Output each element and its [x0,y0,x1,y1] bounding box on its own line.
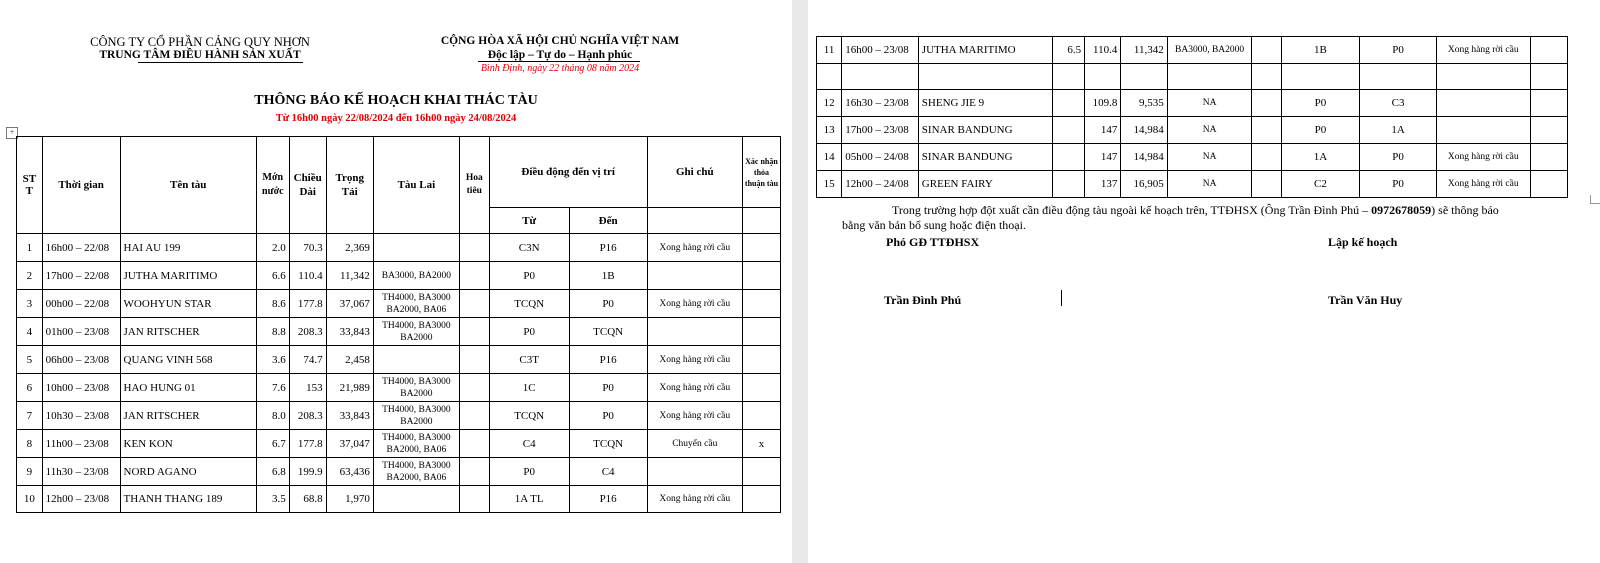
cell-stt: 15 [817,171,842,198]
cell-confirm [1530,37,1567,64]
cell-length: 110.4 [289,262,326,290]
cell-stt: 1 [17,234,43,262]
cell-from: 1A TL [489,486,569,513]
signer-left-name: Trần Đình Phú [884,293,962,307]
cell-length: 147 [1085,144,1121,171]
cell-pilot [1252,171,1281,198]
cell-ship: QUANG VINH 568 [120,346,256,374]
cell-pilot [459,318,489,346]
header-row [17,137,781,208]
cell-from: TCQN [489,402,569,430]
cell-note: Xong hàng rời cầu [647,346,742,374]
cell-tug: NA [1167,90,1252,117]
cell-tonnage: 1,970 [326,486,373,513]
cell-confirm [1530,144,1567,171]
notice-line-2: bằng văn bản bổ sung hoặc điện thoại. [842,218,1026,232]
table-row [17,346,781,374]
cell-to: P16 [569,486,647,513]
schedule-table-body [17,234,781,513]
cell-from: P0 [489,262,569,290]
cell-note: Xong hàng rời cầu [647,486,742,513]
cell-draft: 6.7 [256,430,289,458]
cell-tug: BA3000, BA2000 [1167,37,1252,64]
cell-stt: 10 [17,486,43,513]
cell-confirm [742,234,780,262]
notice-phone: 0972678059 [1371,203,1432,217]
company-name: CÔNG TY CỔ PHẦN CẢNG QUY NHƠN [90,35,310,49]
cell-draft: 2.0 [256,234,289,262]
cell-ship: SINAR BANDUNG [918,144,1052,171]
cell-draft [1052,117,1084,144]
cell-note: Xong hàng rời cầu [1436,171,1530,198]
cell-from: C2 [1281,171,1360,198]
cell-draft [1052,90,1084,117]
cell-tonnage: 37,067 [326,290,373,318]
cell-confirm [1530,117,1567,144]
cell-time: 17h00 – 23/08 [842,117,919,144]
table-row [817,171,1568,198]
cell-ship: JUTHA MARITIMO [120,262,256,290]
cell-draft: 3.6 [256,346,289,374]
cell-length: 109.8 [1085,90,1121,117]
document-page-1 [0,0,792,563]
cell-ship [918,64,1052,90]
cell-from: 1C [489,374,569,402]
cell-confirm [742,458,780,486]
center-name: TRUNG TÂM ĐIỀU HÀNH SẢN XUẤT [99,49,301,61]
cell-from: C4 [489,430,569,458]
cell-confirm [742,262,780,290]
cell-time: 10h30 – 23/08 [42,402,120,430]
cell-tug: NA [1167,171,1252,198]
cell-tonnage: 14,984 [1121,117,1167,144]
cell-length: 199.9 [289,458,326,486]
col-time: Thời gian [42,137,120,234]
cell-tonnage: 33,843 [326,402,373,430]
cell-confirm [742,318,780,346]
cell-ship: JUTHA MARITIMO [918,37,1052,64]
cell-stt: 5 [17,346,43,374]
signer-left-title: Phó GĐ TTĐHSX [886,235,980,249]
cell-draft: 3.5 [256,486,289,513]
cell-to: P16 [569,234,647,262]
cell-length: 74.7 [289,346,326,374]
cell-ship: JAN RITSCHER [120,402,256,430]
table-row [17,430,781,458]
cell-pilot [459,234,489,262]
cell-length: 177.8 [289,430,326,458]
cell-confirm [742,374,780,402]
cell-ship: NORD AGANO [120,458,256,486]
cell-tug [373,234,459,262]
cell-from [1281,64,1360,90]
table-row [817,90,1568,117]
cell-pilot [1252,90,1281,117]
cell-draft [1052,64,1084,90]
cell-from: P0 [1281,117,1360,144]
col-pilot: Hoa tiêu [459,137,489,234]
table-row [17,458,781,486]
cell-from: 1B [1281,37,1360,64]
cell-confirm [742,346,780,374]
cell-note [647,458,742,486]
cell-stt: 3 [17,290,43,318]
signer-right-title: Lập kế hoạch [1328,235,1398,249]
table-row [17,262,781,290]
cell-stt: 9 [17,458,43,486]
cell-note [1436,117,1530,144]
col-ship: Tên tàu [120,137,256,234]
cell-stt: 11 [817,37,842,64]
cell-to: TCQN [569,430,647,458]
cell-pilot [459,262,489,290]
cell-pilot [459,346,489,374]
cell-stt [817,64,842,90]
cell-ship: GREEN FAIRY [918,171,1052,198]
cell-tug: NA [1167,117,1252,144]
cell-tug: TH4000, BA3000 BA2000, BA06 [373,458,459,486]
col-from: Từ [489,208,569,234]
cell-ship: SHENG JIE 9 [918,90,1052,117]
table-row [17,234,781,262]
notice-text: Trong trường hợp đột xuất cần điều động tàu ngoài kế hoạch trên, TTĐHSX (Ông Trần Đình Phú – [892,203,1372,217]
cell-ship: SINAR BANDUNG [918,117,1052,144]
cell-note: Xong hàng rời cầu [647,290,742,318]
col-stt: ST T [17,137,43,234]
cell-length: 177.8 [289,290,326,318]
cell-confirm [742,290,780,318]
table-row [817,37,1568,64]
cell-stt: 4 [17,318,43,346]
cell-confirm [742,402,780,430]
cell-note: Xong hàng rời cầu [647,402,742,430]
cell-from: 1A [1281,144,1360,171]
cell-tonnage: 63,436 [326,458,373,486]
cell-length [1085,64,1121,90]
cell-note: Xong hàng rời cầu [1436,144,1530,171]
notice-paragraph [842,203,1542,233]
cell-length: 110.4 [1085,37,1121,64]
cell-from: P0 [1281,90,1360,117]
cell-time: 00h00 – 22/08 [42,290,120,318]
cell-time: 11h00 – 23/08 [42,430,120,458]
cell-tonnage: 11,342 [1121,37,1167,64]
table-row [17,402,781,430]
cell-from: C3T [489,346,569,374]
cell-draft: 6.6 [256,262,289,290]
cell-stt: 13 [817,117,842,144]
cell-stt: 8 [17,430,43,458]
cell-stt: 14 [817,144,842,171]
cell-tug: TH4000, BA3000 BA2000 [373,374,459,402]
cell-to: P0 [569,290,647,318]
cell-time: 17h00 – 22/08 [42,262,120,290]
col-tug: Tàu Lai [373,137,459,234]
col-length: Chiều Dài [289,137,326,234]
country-name: CỘNG HÒA XÃ HỘI CHỦ NGHĨA VIỆT NAM [440,35,680,47]
cell-pilot [459,402,489,430]
signer-right-name: Trần Văn Huy [1328,293,1403,307]
company-block [40,36,360,62]
cell-stt: 7 [17,402,43,430]
cell-pilot [459,486,489,513]
cell-pilot [459,374,489,402]
cell-draft: 8.8 [256,318,289,346]
cell-tonnage: 11,342 [326,262,373,290]
table-row [817,117,1568,144]
cell-confirm: x [742,430,780,458]
cell-ship: WOOHYUN STAR [120,290,256,318]
cell-pilot [1252,64,1281,90]
cell-length: 70.3 [289,234,326,262]
cell-note: Xong hàng rời cầu [1436,37,1530,64]
cell-from: TCQN [489,290,569,318]
cell-to: P0 [1360,37,1437,64]
schedule-table [16,136,781,513]
cell-tug [1167,64,1252,90]
cell-confirm [1530,90,1567,117]
cell-draft: 8.0 [256,402,289,430]
cell-tug: TH4000, BA3000 BA2000 [373,318,459,346]
cell-pilot [1252,144,1281,171]
cell-to: C4 [569,458,647,486]
cell-from: P0 [489,458,569,486]
cell-draft [1052,171,1084,198]
col-note: Ghi chú [647,137,742,208]
text-cursor [1061,290,1062,306]
table-move-handle[interactable]: + [6,127,18,139]
issue-date: Bình Định, ngày 22 tháng 08 năm 2024 [480,63,640,74]
cell-pilot [1252,117,1281,144]
cell-note [1436,64,1530,90]
cell-from: C3N [489,234,569,262]
cell-tug: TH4000, BA3000 BA2000, BA06 [373,430,459,458]
cell-draft: 6.8 [256,458,289,486]
cell-time: 12h00 – 24/08 [842,171,919,198]
cell-to: TCQN [569,318,647,346]
col-to: Đến [569,208,647,234]
cell-draft: 7.6 [256,374,289,402]
page-corner-mark [1590,195,1600,204]
cell-time: 06h00 – 23/08 [42,346,120,374]
cell-to: P16 [569,346,647,374]
cell-pilot [459,458,489,486]
cell-tonnage: 9,535 [1121,90,1167,117]
cell-time: 10h00 – 23/08 [42,374,120,402]
cell-draft: 6.5 [1052,37,1084,64]
divider [138,62,303,63]
table-row [817,144,1568,171]
page-title: THÔNG BÁO KẾ HOẠCH KHAI THÁC TÀU [254,93,538,108]
cell-length: 137 [1085,171,1121,198]
cell-tonnage: 37,047 [326,430,373,458]
cell-confirm [1530,171,1567,198]
cell-length: 208.3 [289,402,326,430]
cell-note [1436,90,1530,117]
schedule-table-continued-body [817,37,1568,198]
cell-time: 16h30 – 23/08 [842,90,919,117]
cell-tonnage: 21,989 [326,374,373,402]
divider [478,61,640,62]
table-row [17,290,781,318]
cell-confirm [742,486,780,513]
cell-note: Xong hàng rời cầu [647,374,742,402]
cell-ship: THANH THANG 189 [120,486,256,513]
cell-pilot [459,430,489,458]
cell-time [842,64,919,90]
cell-time: 05h00 – 24/08 [842,144,919,171]
cell-pilot [1252,37,1281,64]
cell-from: P0 [489,318,569,346]
cell-stt: 2 [17,262,43,290]
cell-tug [373,486,459,513]
cell-pilot [459,290,489,318]
table-row [17,318,781,346]
cell-note: Chuyển cầu [647,430,742,458]
cell-time: 01h00 – 23/08 [42,318,120,346]
schedule-table-continued [816,36,1568,198]
cell-ship: JAN RITSCHER [120,318,256,346]
cell-to: P0 [569,374,647,402]
col-move: Điều động đến vị trí [489,137,647,208]
cell-time: 11h30 – 23/08 [42,458,120,486]
cell-to: P0 [1360,171,1437,198]
cell-tug: TH4000, BA3000 BA2000 [373,402,459,430]
cell-stt: 6 [17,374,43,402]
cell-confirm [1530,64,1567,90]
cell-tonnage: 33,843 [326,318,373,346]
cell-stt: 12 [817,90,842,117]
cell-ship: KEN KON [120,430,256,458]
table-row [817,64,1568,90]
cell-ship: HAI AU 199 [120,234,256,262]
cell-tug [373,346,459,374]
cell-to: P0 [1360,144,1437,171]
cell-time: 16h00 – 22/08 [42,234,120,262]
cell-tonnage: 14,984 [1121,144,1167,171]
cell-to [1360,64,1437,90]
cell-draft [1052,144,1084,171]
cell-length: 147 [1085,117,1121,144]
col-tonnage: Trọng Tải [326,137,373,234]
national-header [410,34,710,76]
col-confirm: Xác nhận thỏa thuận tàu [742,137,780,208]
cell-note [647,262,742,290]
cell-length: 153 [289,374,326,402]
motto: Độc lập – Tự do – Hạnh phúc [487,49,633,61]
cell-tug: NA [1167,144,1252,171]
cell-to: P0 [569,402,647,430]
notice-text-end: ) sẽ thông báo [1431,203,1499,217]
cell-time: 12h00 – 23/08 [42,486,120,513]
cell-tug: BA3000, BA2000 [373,262,459,290]
cell-tonnage [1121,64,1167,90]
document-page-2 [808,0,1600,563]
col-draft: Mớn nước [256,137,289,234]
cell-note [647,318,742,346]
cell-to: 1B [569,262,647,290]
table-row [17,374,781,402]
cell-draft: 8.6 [256,290,289,318]
cell-ship: HAO HUNG 01 [120,374,256,402]
cell-tonnage: 2,458 [326,346,373,374]
cell-tonnage: 2,369 [326,234,373,262]
cell-to: C3 [1360,90,1437,117]
cell-tug: TH4000, BA3000 BA2000, BA06 [373,290,459,318]
table-row [17,486,781,513]
cell-tonnage: 16,905 [1121,171,1167,198]
cell-time: 16h00 – 23/08 [842,37,919,64]
cell-length: 68.8 [289,486,326,513]
cell-note: Xong hàng rời cầu [647,234,742,262]
page-subtitle: Từ 16h00 ngày 22/08/2024 đến 16h00 ngày 24/08/2024 [275,113,517,124]
cell-length: 208.3 [289,318,326,346]
cell-to: 1A [1360,117,1437,144]
